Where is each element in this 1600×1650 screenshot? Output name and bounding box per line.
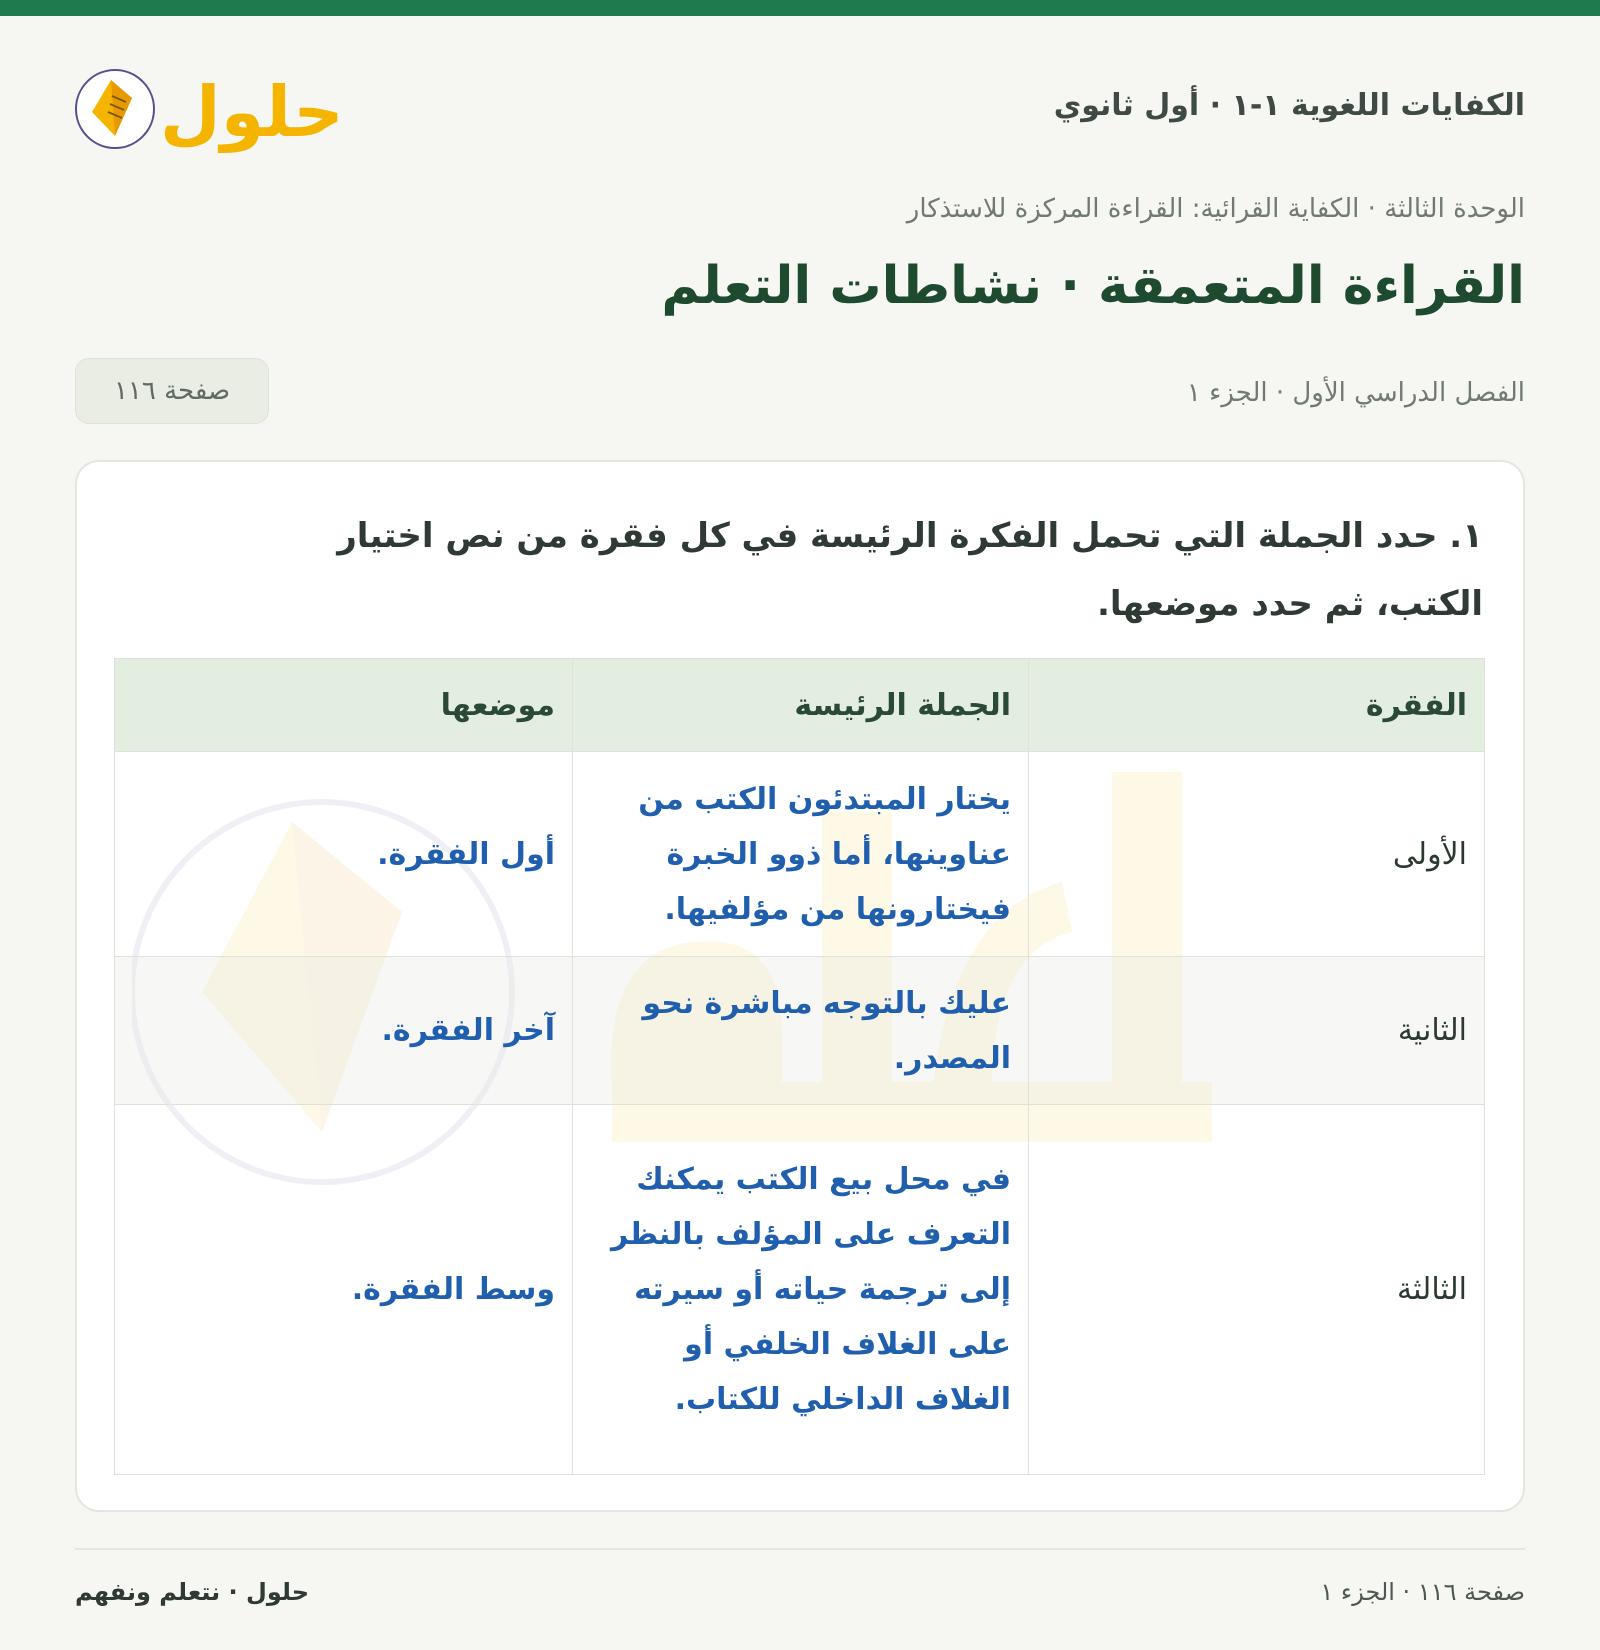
book-title: الكفايات اللغوية ١-١ · أول ثانوي — [1053, 88, 1525, 123]
footer-divider — [75, 1548, 1525, 1550]
page-header — [75, 52, 1525, 162]
position-cell: وسط الفقرة. — [115, 1105, 573, 1475]
semester-info: الفصل الدراسي الأول · الجزء ١ — [1186, 378, 1525, 408]
footer-brand: حلول · نتعلم ونفهم — [75, 1578, 309, 1606]
top-accent-bar — [0, 0, 1600, 16]
paragraph-cell: الأولى — [1029, 752, 1485, 957]
position-cell: أول الفقرة. — [115, 752, 573, 957]
paragraph-cell: الثانية — [1029, 957, 1485, 1105]
position-cell: آخر الفقرة. — [115, 957, 573, 1105]
table-row — [115, 1105, 1485, 1475]
main-sentence-cell: يختار المبتدئون الكتب من عناوينها، أما ذوو الخبرة فيختارونها من مؤلفيها. — [573, 752, 1029, 957]
exercise-card — [75, 460, 1525, 1512]
page-title: القراءة المتعمقة · نشاطات التعلم — [661, 256, 1525, 316]
header-paragraph: الفقرة — [1029, 659, 1485, 752]
answers-table — [114, 658, 1485, 1475]
breadcrumb: الوحدة الثالثة · الكفاية القرائية: القراءة المركزة للاستذكار — [906, 194, 1525, 224]
main-sentence-cell: عليك بالتوجه مباشرة نحو المصدر. — [573, 957, 1029, 1105]
page-number-badge: صفحة ١١٦ — [75, 358, 269, 424]
header-main-sentence: الجملة الرئيسة — [573, 659, 1029, 752]
paragraph-cell: الثالثة — [1029, 1105, 1485, 1475]
main-sentence-cell: في محل بيع الكتب يمكنك التعرف على المؤلف بالنظر إلى ترجمة حياته أو سيرته على الغلاف الخلفي أو الغلاف الداخلي للكتاب. — [573, 1105, 1029, 1475]
table-header-row — [115, 659, 1485, 752]
table-row — [115, 752, 1485, 957]
question-text: ١. حدد الجملة التي تحمل الفكرة الرئيسة في كل فقرة من نص اختيار الكتب، ثم حدد موضعها. — [337, 516, 1483, 624]
hulul-logo — [75, 52, 345, 162]
table-row — [115, 957, 1485, 1105]
logo-wordmark: حلول — [160, 71, 344, 153]
header-position: موضعها — [115, 659, 573, 752]
footer-page-info: صفحة ١١٦ · الجزء ١ — [1320, 1578, 1525, 1606]
